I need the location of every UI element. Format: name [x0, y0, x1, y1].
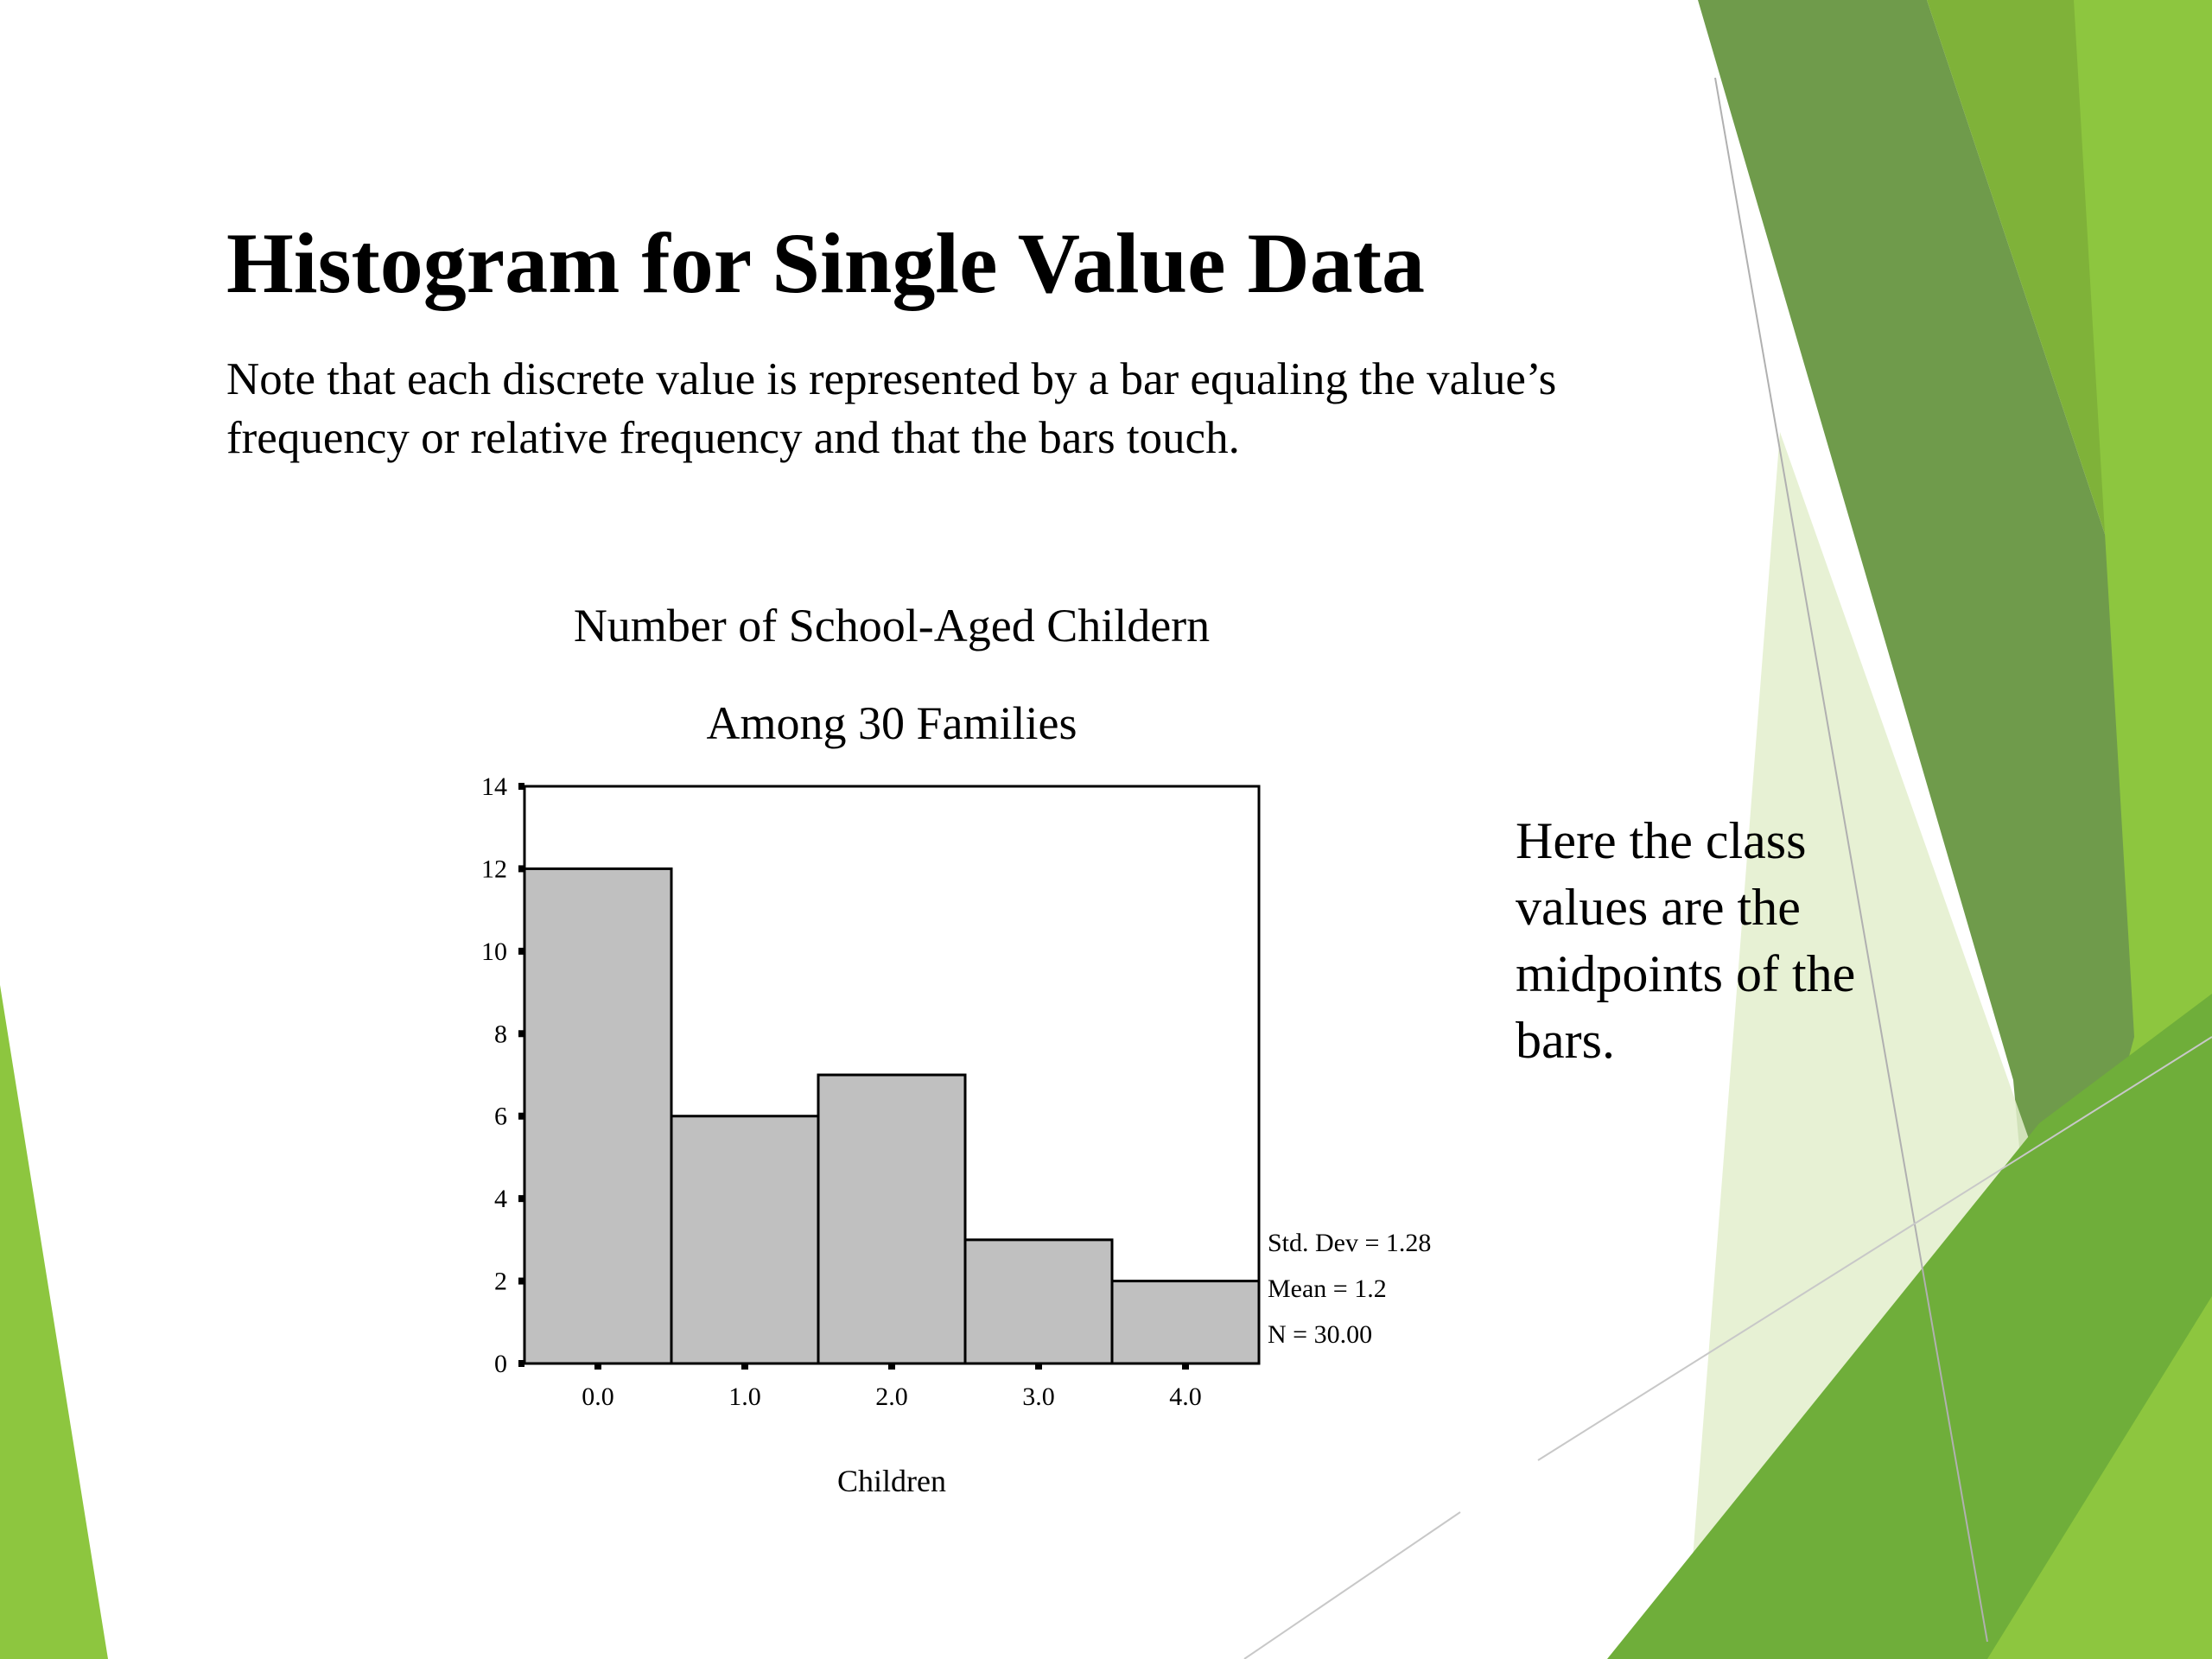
y-tick-label: 12	[481, 855, 507, 884]
stat-label: Std. Dev = 1.28	[1268, 1229, 1432, 1257]
x-tick-mark	[1035, 1363, 1042, 1370]
slide-title: Histogram for Single Value Data	[226, 215, 1426, 311]
y-tick-label: 6	[494, 1102, 507, 1131]
green-triangle-left	[0, 985, 108, 1659]
chart-title	[574, 600, 1210, 749]
x-tick-mark	[1182, 1363, 1189, 1370]
chart-title-line-2: Among 30 Families	[706, 697, 1077, 749]
bar-1.0	[671, 1116, 818, 1363]
stat-label: Mean = 1.2	[1268, 1274, 1387, 1303]
x-tick-mark	[594, 1363, 601, 1370]
y-tick-mark	[518, 1278, 524, 1285]
bar-4.0	[1112, 1281, 1259, 1363]
y-axis	[481, 772, 524, 1378]
x-tick-label: 2.0	[875, 1382, 908, 1411]
y-tick-mark	[518, 948, 524, 955]
y-tick-label: 4	[494, 1185, 507, 1214]
x-tick-label: 4.0	[1169, 1382, 1202, 1411]
bar-2.0	[818, 1075, 965, 1363]
chart-title-line-1: Number of School-Aged Childern	[573, 600, 1211, 652]
y-tick-mark	[518, 1030, 524, 1037]
x-tick-mark	[741, 1363, 748, 1370]
y-tick-mark	[518, 783, 524, 790]
decor-line-3	[1244, 1512, 1460, 1659]
bar-0.0	[524, 868, 671, 1363]
bar-3.0	[965, 1240, 1112, 1363]
stats-box	[1268, 1229, 1431, 1349]
y-tick-label: 14	[481, 772, 507, 801]
histogram-chart	[328, 588, 1538, 1529]
stat-label: N = 30.00	[1268, 1320, 1373, 1349]
x-axis-title: Children	[837, 1464, 946, 1498]
slide-body-text: Note that each discrete value is represented by a bar equaling the value’s frequency or relative frequency and that the bars touch.	[226, 354, 1557, 463]
x-tick-label: 3.0	[1022, 1382, 1055, 1411]
y-tick-mark	[518, 1113, 524, 1120]
y-tick-label: 0	[494, 1350, 507, 1378]
bars-group	[524, 868, 1259, 1363]
x-axis	[582, 1363, 1202, 1411]
y-tick-mark	[518, 1360, 524, 1367]
x-tick-mark	[888, 1363, 895, 1370]
side-note-text: Here the class values are the midpoints of the bars.	[1516, 812, 1856, 1069]
x-tick-label: 1.0	[728, 1382, 761, 1411]
y-tick-label: 8	[494, 1020, 507, 1049]
y-tick-mark	[518, 865, 524, 872]
y-tick-mark	[518, 1195, 524, 1202]
x-tick-label: 0.0	[582, 1382, 614, 1411]
y-tick-label: 2	[494, 1267, 507, 1296]
y-tick-label: 10	[481, 937, 507, 966]
